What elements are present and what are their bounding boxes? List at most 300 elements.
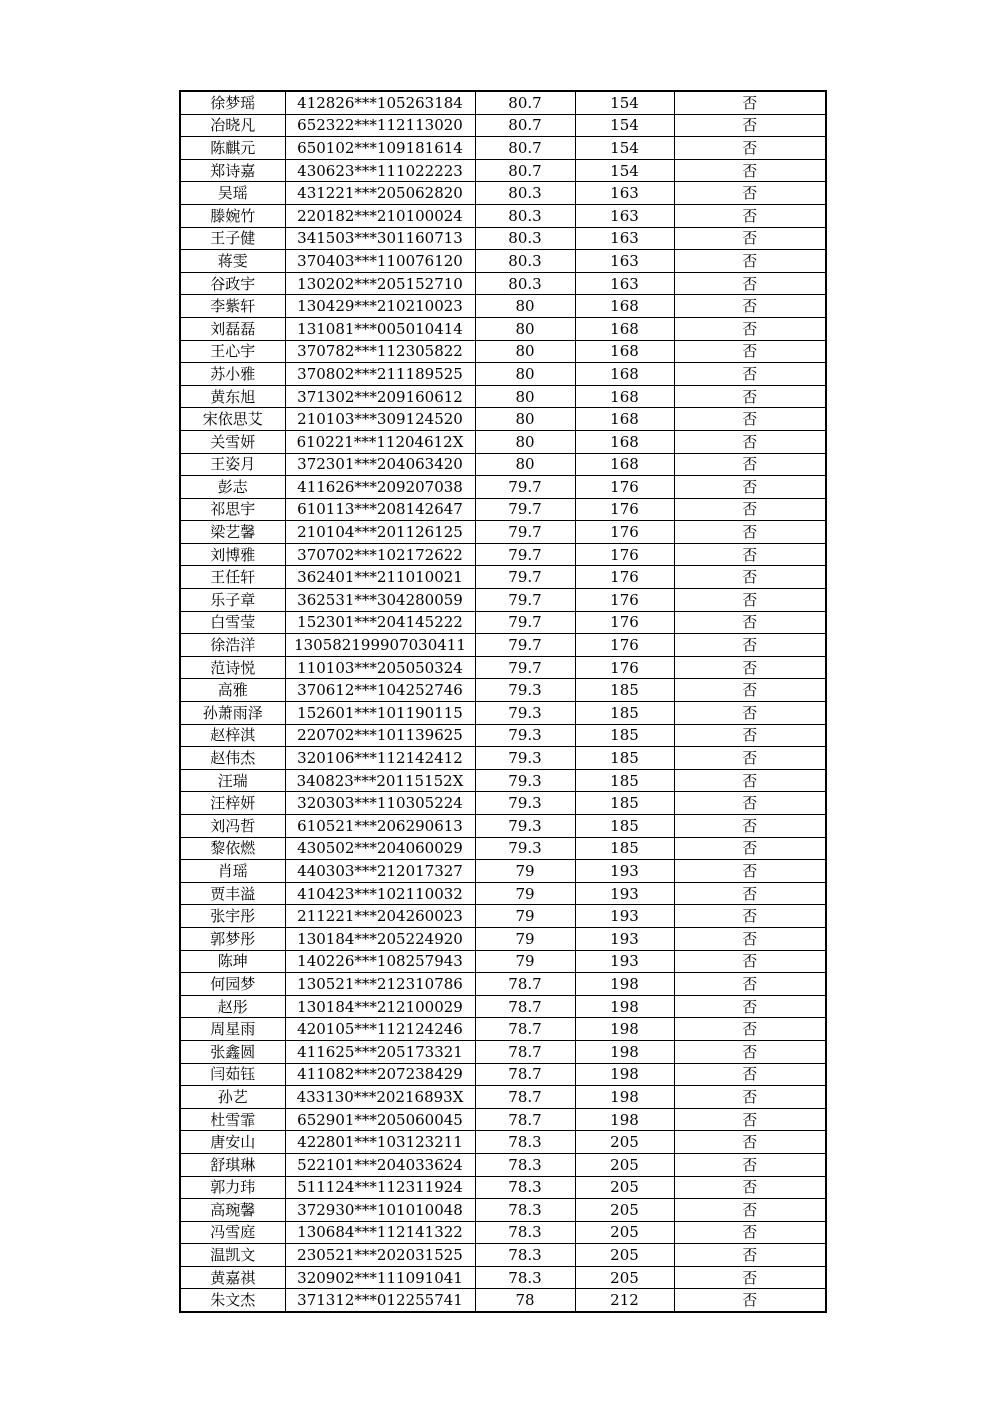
id-number-cell: 210104***201126125	[285, 521, 475, 544]
table-row	[180, 589, 826, 612]
name-cell: 刘冯哲	[180, 815, 285, 838]
score-cell: 78.3	[475, 1244, 575, 1267]
id-number-cell: 433130***20216893X	[285, 1086, 475, 1109]
score-cell: 79.7	[475, 634, 575, 657]
rank-cell: 198	[575, 1086, 674, 1109]
name-cell: 赵彤	[180, 995, 285, 1018]
id-number-cell: 230521***202031525	[285, 1244, 475, 1267]
score-table	[179, 90, 827, 1313]
table-row	[180, 1086, 826, 1109]
table-row	[180, 747, 826, 770]
name-cell: 舒琪琳	[180, 1153, 285, 1176]
table-row	[180, 91, 826, 114]
rank-cell: 185	[575, 724, 674, 747]
rank-cell: 205	[575, 1199, 674, 1222]
score-cell: 79	[475, 927, 575, 950]
rank-cell: 185	[575, 702, 674, 725]
name-cell: 王姿月	[180, 453, 285, 476]
flag-cell: 否	[674, 1199, 826, 1222]
flag-cell: 否	[674, 1108, 826, 1131]
table-row	[180, 363, 826, 386]
flag-cell: 否	[674, 363, 826, 386]
flag-cell: 否	[674, 769, 826, 792]
name-cell: 王任轩	[180, 566, 285, 589]
rank-cell: 198	[575, 973, 674, 996]
rank-cell: 193	[575, 905, 674, 928]
rank-cell: 176	[575, 611, 674, 634]
name-cell: 彭志	[180, 476, 285, 499]
rank-cell: 176	[575, 543, 674, 566]
name-cell: 黄东旭	[180, 385, 285, 408]
table-row	[180, 1063, 826, 1086]
name-cell: 高琬馨	[180, 1199, 285, 1222]
table-row	[180, 1266, 826, 1289]
id-number-cell: 362401***211010021	[285, 566, 475, 589]
rank-cell: 185	[575, 679, 674, 702]
rank-cell: 176	[575, 498, 674, 521]
flag-cell: 否	[674, 566, 826, 589]
table-row	[180, 114, 826, 137]
score-cell: 79.7	[475, 476, 575, 499]
name-cell: 徐梦瑶	[180, 91, 285, 114]
id-number-cell: 370802***211189525	[285, 363, 475, 386]
score-cell: 80	[475, 340, 575, 363]
name-cell: 郭力玮	[180, 1176, 285, 1199]
name-cell: 王心宇	[180, 340, 285, 363]
table-row	[180, 769, 826, 792]
name-cell: 赵梓淇	[180, 724, 285, 747]
flag-cell: 否	[674, 159, 826, 182]
score-cell: 79.7	[475, 521, 575, 544]
flag-cell: 否	[674, 250, 826, 273]
flag-cell: 否	[674, 611, 826, 634]
score-cell: 78.7	[475, 1040, 575, 1063]
id-number-cell: 370782***112305822	[285, 340, 475, 363]
score-cell: 80	[475, 363, 575, 386]
id-number-cell: 370612***104252746	[285, 679, 475, 702]
flag-cell: 否	[674, 815, 826, 838]
id-number-cell: 370403***110076120	[285, 250, 475, 273]
table-row	[180, 1018, 826, 1041]
name-cell: 赵伟杰	[180, 747, 285, 770]
flag-cell: 否	[674, 137, 826, 160]
table-row	[180, 385, 826, 408]
name-cell: 蒋雯	[180, 250, 285, 273]
rank-cell: 176	[575, 566, 674, 589]
flag-cell: 否	[674, 430, 826, 453]
id-number-cell: 130184***205224920	[285, 927, 475, 950]
id-number-cell: 412826***105263184	[285, 91, 475, 114]
name-cell: 刘博雅	[180, 543, 285, 566]
flag-cell: 否	[674, 543, 826, 566]
id-number-cell: 411626***209207038	[285, 476, 475, 499]
flag-cell: 否	[674, 1018, 826, 1041]
id-number-cell: 652901***205060045	[285, 1108, 475, 1131]
flag-cell: 否	[674, 1086, 826, 1109]
score-cell: 78.7	[475, 1063, 575, 1086]
id-number-cell: 422801***103123211	[285, 1131, 475, 1154]
flag-cell: 否	[674, 724, 826, 747]
rank-cell: 185	[575, 747, 674, 770]
name-cell: 祁思宇	[180, 498, 285, 521]
id-number-cell: 440303***212017327	[285, 860, 475, 883]
score-cell: 79.7	[475, 543, 575, 566]
flag-cell: 否	[674, 498, 826, 521]
flag-cell: 否	[674, 1244, 826, 1267]
id-number-cell: 341503***301160713	[285, 227, 475, 250]
score-cell: 79	[475, 860, 575, 883]
name-cell: 肖瑶	[180, 860, 285, 883]
table-row	[180, 566, 826, 589]
id-number-cell: 610221***11204612X	[285, 430, 475, 453]
flag-cell: 否	[674, 227, 826, 250]
flag-cell: 否	[674, 1266, 826, 1289]
id-number-cell: 411082***207238429	[285, 1063, 475, 1086]
score-cell: 78	[475, 1289, 575, 1312]
id-number-cell: 430502***204060029	[285, 837, 475, 860]
score-cell: 80	[475, 408, 575, 431]
flag-cell: 否	[674, 1176, 826, 1199]
id-number-cell: 152601***101190115	[285, 702, 475, 725]
id-number-cell: 410423***102110032	[285, 882, 475, 905]
name-cell: 冶晓凡	[180, 114, 285, 137]
id-number-cell: 522101***204033624	[285, 1153, 475, 1176]
rank-cell: 168	[575, 385, 674, 408]
table-row	[180, 227, 826, 250]
table-row	[180, 1221, 826, 1244]
rank-cell: 163	[575, 227, 674, 250]
table-row	[180, 476, 826, 499]
flag-cell: 否	[674, 1221, 826, 1244]
rank-cell: 168	[575, 430, 674, 453]
score-cell: 80.3	[475, 272, 575, 295]
table-row	[180, 137, 826, 160]
score-cell: 79.3	[475, 724, 575, 747]
table-row	[180, 792, 826, 815]
id-number-cell: 610113***208142647	[285, 498, 475, 521]
rank-cell: 198	[575, 1108, 674, 1131]
flag-cell: 否	[674, 408, 826, 431]
id-number-cell: 370702***102172622	[285, 543, 475, 566]
table-row	[180, 272, 826, 295]
rank-cell: 193	[575, 860, 674, 883]
rank-cell: 154	[575, 114, 674, 137]
id-number-cell: 140226***108257943	[285, 950, 475, 973]
score-cell: 79.3	[475, 815, 575, 838]
flag-cell: 否	[674, 882, 826, 905]
table-row	[180, 815, 826, 838]
score-cell: 78.3	[475, 1131, 575, 1154]
rank-cell: 154	[575, 137, 674, 160]
score-cell: 79	[475, 905, 575, 928]
table-body	[180, 91, 826, 1312]
rank-cell: 168	[575, 295, 674, 318]
flag-cell: 否	[674, 204, 826, 227]
flag-cell: 否	[674, 927, 826, 950]
name-cell: 吴瑶	[180, 182, 285, 205]
score-cell: 80.7	[475, 114, 575, 137]
rank-cell: 168	[575, 363, 674, 386]
flag-cell: 否	[674, 792, 826, 815]
id-number-cell: 340823***20115152X	[285, 769, 475, 792]
name-cell: 郭梦彤	[180, 927, 285, 950]
name-cell: 郑诗嘉	[180, 159, 285, 182]
score-cell: 80	[475, 295, 575, 318]
rank-cell: 205	[575, 1131, 674, 1154]
id-number-cell: 130429***210210023	[285, 295, 475, 318]
table-row	[180, 1040, 826, 1063]
flag-cell: 否	[674, 950, 826, 973]
flag-cell: 否	[674, 1289, 826, 1312]
id-number-cell: 411625***205173321	[285, 1040, 475, 1063]
name-cell: 孙艺	[180, 1086, 285, 1109]
table-row	[180, 995, 826, 1018]
id-number-cell: 130521***212310786	[285, 973, 475, 996]
table-row	[180, 543, 826, 566]
flag-cell: 否	[674, 272, 826, 295]
rank-cell: 198	[575, 1040, 674, 1063]
table-row	[180, 498, 826, 521]
flag-cell: 否	[674, 1040, 826, 1063]
rank-cell: 163	[575, 182, 674, 205]
table-row	[180, 204, 826, 227]
id-number-cell: 511124***112311924	[285, 1176, 475, 1199]
id-number-cell: 130582199907030411	[285, 634, 475, 657]
name-cell: 乐子章	[180, 589, 285, 612]
rank-cell: 205	[575, 1153, 674, 1176]
table-row	[180, 1176, 826, 1199]
rank-cell: 163	[575, 272, 674, 295]
rank-cell: 185	[575, 769, 674, 792]
score-cell: 79.3	[475, 679, 575, 702]
flag-cell: 否	[674, 317, 826, 340]
id-number-cell: 130184***212100029	[285, 995, 475, 1018]
name-cell: 高雅	[180, 679, 285, 702]
id-number-cell: 211221***204260023	[285, 905, 475, 928]
flag-cell: 否	[674, 1153, 826, 1176]
table-row	[180, 295, 826, 318]
flag-cell: 否	[674, 995, 826, 1018]
flag-cell: 否	[674, 340, 826, 363]
flag-cell: 否	[674, 91, 826, 114]
table-row	[180, 1108, 826, 1131]
table-row	[180, 656, 826, 679]
score-cell: 80.3	[475, 227, 575, 250]
id-number-cell: 220182***210100024	[285, 204, 475, 227]
score-cell: 80.3	[475, 204, 575, 227]
flag-cell: 否	[674, 973, 826, 996]
score-cell: 78.3	[475, 1221, 575, 1244]
id-number-cell: 220702***101139625	[285, 724, 475, 747]
score-cell: 78.3	[475, 1199, 575, 1222]
table-row	[180, 837, 826, 860]
score-cell: 78.3	[475, 1153, 575, 1176]
score-cell: 80	[475, 430, 575, 453]
score-cell: 80	[475, 453, 575, 476]
table-row	[180, 1153, 826, 1176]
name-cell: 王子健	[180, 227, 285, 250]
rank-cell: 176	[575, 656, 674, 679]
id-number-cell: 320303***110305224	[285, 792, 475, 815]
id-number-cell: 652322***112113020	[285, 114, 475, 137]
score-cell: 79.7	[475, 656, 575, 679]
score-cell: 79.3	[475, 837, 575, 860]
score-cell: 79.3	[475, 792, 575, 815]
name-cell: 范诗悦	[180, 656, 285, 679]
rank-cell: 212	[575, 1289, 674, 1312]
name-cell: 谷政宇	[180, 272, 285, 295]
id-number-cell: 320902***111091041	[285, 1266, 475, 1289]
table-row	[180, 611, 826, 634]
rank-cell: 205	[575, 1266, 674, 1289]
table-row	[180, 860, 826, 883]
id-number-cell: 130202***205152710	[285, 272, 475, 295]
score-cell: 80	[475, 385, 575, 408]
name-cell: 黎依燃	[180, 837, 285, 860]
flag-cell: 否	[674, 295, 826, 318]
score-cell: 80.7	[475, 137, 575, 160]
rank-cell: 198	[575, 1018, 674, 1041]
flag-cell: 否	[674, 837, 826, 860]
rank-cell: 176	[575, 476, 674, 499]
score-cell: 79.3	[475, 747, 575, 770]
name-cell: 宋依思艾	[180, 408, 285, 431]
flag-cell: 否	[674, 679, 826, 702]
table-row	[180, 453, 826, 476]
rank-cell: 168	[575, 408, 674, 431]
id-number-cell: 362531***304280059	[285, 589, 475, 612]
name-cell: 贾丰溢	[180, 882, 285, 905]
flag-cell: 否	[674, 453, 826, 476]
name-cell: 陈珅	[180, 950, 285, 973]
score-cell: 78.7	[475, 1086, 575, 1109]
rank-cell: 185	[575, 837, 674, 860]
rank-cell: 205	[575, 1221, 674, 1244]
flag-cell: 否	[674, 476, 826, 499]
rank-cell: 163	[575, 204, 674, 227]
flag-cell: 否	[674, 860, 826, 883]
score-cell: 79.7	[475, 589, 575, 612]
flag-cell: 否	[674, 1063, 826, 1086]
score-cell: 78.7	[475, 973, 575, 996]
name-cell: 徐浩洋	[180, 634, 285, 657]
score-cell: 80.3	[475, 250, 575, 273]
rank-cell: 198	[575, 995, 674, 1018]
flag-cell: 否	[674, 1131, 826, 1154]
score-cell: 80	[475, 317, 575, 340]
id-number-cell: 371312***012255741	[285, 1289, 475, 1312]
name-cell: 陈麒元	[180, 137, 285, 160]
name-cell: 白雪莹	[180, 611, 285, 634]
table-row	[180, 927, 826, 950]
name-cell: 冯雪庭	[180, 1221, 285, 1244]
flag-cell: 否	[674, 182, 826, 205]
score-cell: 80.7	[475, 91, 575, 114]
name-cell: 闫茹钰	[180, 1063, 285, 1086]
rank-cell: 154	[575, 91, 674, 114]
rank-cell: 198	[575, 1063, 674, 1086]
score-cell: 79	[475, 950, 575, 973]
name-cell: 孙萧雨泽	[180, 702, 285, 725]
rank-cell: 176	[575, 521, 674, 544]
id-number-cell: 210103***309124520	[285, 408, 475, 431]
table-row	[180, 950, 826, 973]
table-row	[180, 1131, 826, 1154]
rank-cell: 205	[575, 1176, 674, 1199]
name-cell: 杜雪霏	[180, 1108, 285, 1131]
table-row	[180, 159, 826, 182]
score-cell: 78.3	[475, 1176, 575, 1199]
flag-cell: 否	[674, 521, 826, 544]
table-row	[180, 1289, 826, 1312]
id-number-cell: 371302***209160612	[285, 385, 475, 408]
flag-cell: 否	[674, 385, 826, 408]
flag-cell: 否	[674, 589, 826, 612]
rank-cell: 193	[575, 927, 674, 950]
rank-cell: 185	[575, 792, 674, 815]
table-row	[180, 250, 826, 273]
flag-cell: 否	[674, 702, 826, 725]
id-number-cell: 320106***112142412	[285, 747, 475, 770]
name-cell: 张鑫圆	[180, 1040, 285, 1063]
score-cell: 79.3	[475, 769, 575, 792]
score-cell: 78.3	[475, 1266, 575, 1289]
score-cell: 80.3	[475, 182, 575, 205]
id-number-cell: 431221***205062820	[285, 182, 475, 205]
id-number-cell: 650102***109181614	[285, 137, 475, 160]
score-cell: 79.3	[475, 702, 575, 725]
table-row	[180, 1199, 826, 1222]
score-cell: 78.7	[475, 1018, 575, 1041]
table-row	[180, 317, 826, 340]
id-number-cell: 420105***112124246	[285, 1018, 475, 1041]
flag-cell: 否	[674, 656, 826, 679]
score-cell: 79.7	[475, 566, 575, 589]
score-cell: 79	[475, 882, 575, 905]
id-number-cell: 152301***204145222	[285, 611, 475, 634]
id-number-cell: 430623***111022223	[285, 159, 475, 182]
id-number-cell: 110103***205050324	[285, 656, 475, 679]
name-cell: 苏小雅	[180, 363, 285, 386]
name-cell: 黄嘉祺	[180, 1266, 285, 1289]
name-cell: 李紫轩	[180, 295, 285, 318]
table-row	[180, 679, 826, 702]
id-number-cell: 610521***206290613	[285, 815, 475, 838]
rank-cell: 193	[575, 950, 674, 973]
name-cell: 汪瑞	[180, 769, 285, 792]
rank-cell: 163	[575, 250, 674, 273]
id-number-cell: 372301***204063420	[285, 453, 475, 476]
id-number-cell: 130684***112141322	[285, 1221, 475, 1244]
table-row	[180, 905, 826, 928]
name-cell: 周星雨	[180, 1018, 285, 1041]
rank-cell: 193	[575, 882, 674, 905]
table-row	[180, 702, 826, 725]
table-row	[180, 340, 826, 363]
table-row	[180, 430, 826, 453]
rank-cell: 168	[575, 453, 674, 476]
table-row	[180, 521, 826, 544]
table-row	[180, 634, 826, 657]
name-cell: 梁艺馨	[180, 521, 285, 544]
rank-cell: 176	[575, 634, 674, 657]
rank-cell: 176	[575, 589, 674, 612]
name-cell: 朱文杰	[180, 1289, 285, 1312]
name-cell: 何园梦	[180, 973, 285, 996]
table-row	[180, 724, 826, 747]
id-number-cell: 372930***101010048	[285, 1199, 475, 1222]
table-row	[180, 1244, 826, 1267]
